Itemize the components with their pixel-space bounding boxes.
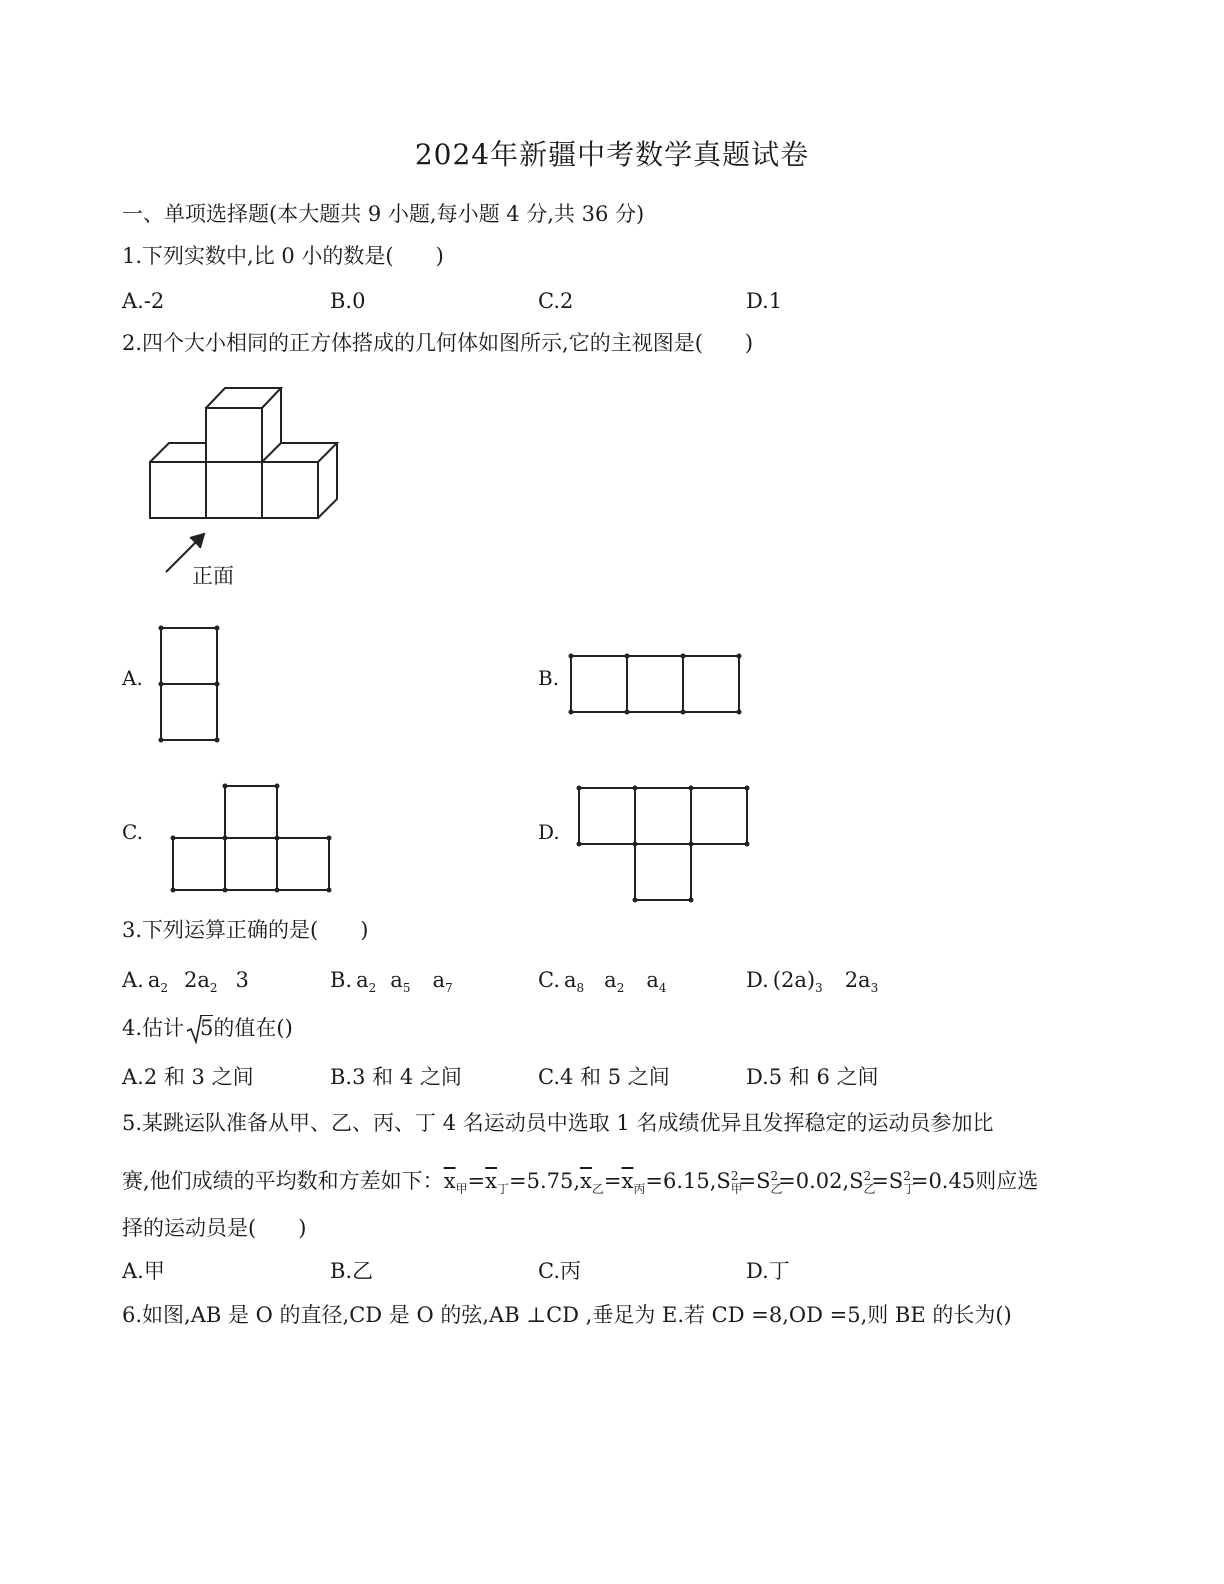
sqrt-expression: 5	[186, 1014, 213, 1042]
q2-option-b-label: B.	[538, 666, 560, 690]
q5-line2: 赛,他们成绩的平均数和方差如下：$\overline{x}_甲=\overline{x}_丁=5.75,\overline{x}_乙=\overline{x}_丙=6.15,S_甲^2=S_乙^2=0.02,S_乙^2=S_丁^2=0.45$则应选	[122, 1169, 1039, 1197]
bottom-middle-cube-front	[206, 462, 262, 518]
q5-option-d: D.丁	[746, 1259, 790, 1283]
q1-option-c: C.2	[538, 289, 574, 313]
q6-stem: 6.如图,AB 是 O 的直径,CD 是 O 的弦,AB ⊥CD ,垂足为 E.若 CD =8,OD =5,则 BE 的长为()	[122, 1303, 1012, 1327]
q5-option-a: A.甲	[122, 1259, 165, 1283]
q2-option-a-label: A.	[122, 666, 143, 690]
sqrt-sign-icon	[186, 1014, 202, 1044]
top-cube-top-face	[206, 388, 281, 408]
q2-option-b-figure	[562, 648, 752, 722]
q1-stem: 1.下列实数中,比 0 小的数是( )	[122, 244, 444, 268]
q3-option-a: A. $a_2$ $2a_2$ 3	[122, 968, 249, 996]
q5-line1: 5.某跳运队准备从甲、乙、丙、丁 4 名运动员中选取 1 名成绩优异且发挥稳定的运动员参加比	[122, 1111, 994, 1135]
q2-cube-figure	[140, 378, 360, 548]
q2-stem: 2.四个大小相同的正方体搭成的几何体如图所示,它的主视图是( )	[122, 331, 754, 355]
q4-option-b: B.3 和 4 之间	[330, 1065, 462, 1089]
q5-line3: 择的运动员是( )	[122, 1216, 307, 1240]
q4-option-c: C.4 和 5 之间	[538, 1065, 670, 1089]
q5-option-b: B.乙	[330, 1259, 374, 1283]
q4-option-d: D.5 和 6 之间	[746, 1065, 879, 1089]
q3-option-c: C. $a_8$ $a_2$ $a_4$	[538, 968, 667, 996]
bottom-left-cube-front	[150, 462, 206, 518]
bottom-left-cube-top	[150, 443, 206, 462]
q2-option-a-figure	[152, 620, 232, 750]
document-title: 2024年新疆中考数学真题试卷	[414, 138, 810, 171]
q1-option-a: A.-2	[122, 289, 165, 313]
q4-stem: 4.估计 5的值在()	[122, 1014, 293, 1042]
q3-option-d: D. $(2a)_3$ $2a_3$	[746, 968, 879, 996]
q2-option-c-label: C.	[122, 820, 143, 844]
q2-option-d-figure	[570, 780, 760, 908]
q3-option-b: B. $a_2$ $a_5$ $a_7$	[330, 968, 453, 996]
front-label: 正面	[192, 564, 234, 588]
bottom-right-cube-side	[318, 443, 337, 518]
section-heading: 一、单项选择题(本大题共 9 小题,每小题 4 分,共 36 分)	[122, 202, 645, 226]
q3-stem: 3.下列运算正确的是( )	[122, 918, 369, 942]
bottom-right-cube-front	[262, 462, 318, 518]
q1-option-b: B.0	[330, 289, 366, 313]
q5-option-c: C.丙	[538, 1259, 581, 1283]
q2-option-d-label: D.	[538, 820, 560, 844]
q4-option-a: A.2 和 3 之间	[122, 1065, 254, 1089]
q1-option-d: D.1	[746, 289, 783, 313]
q2-option-c-figure	[164, 778, 344, 902]
top-cube-front-face	[206, 408, 262, 462]
bottom-right-cube-top	[281, 443, 337, 462]
